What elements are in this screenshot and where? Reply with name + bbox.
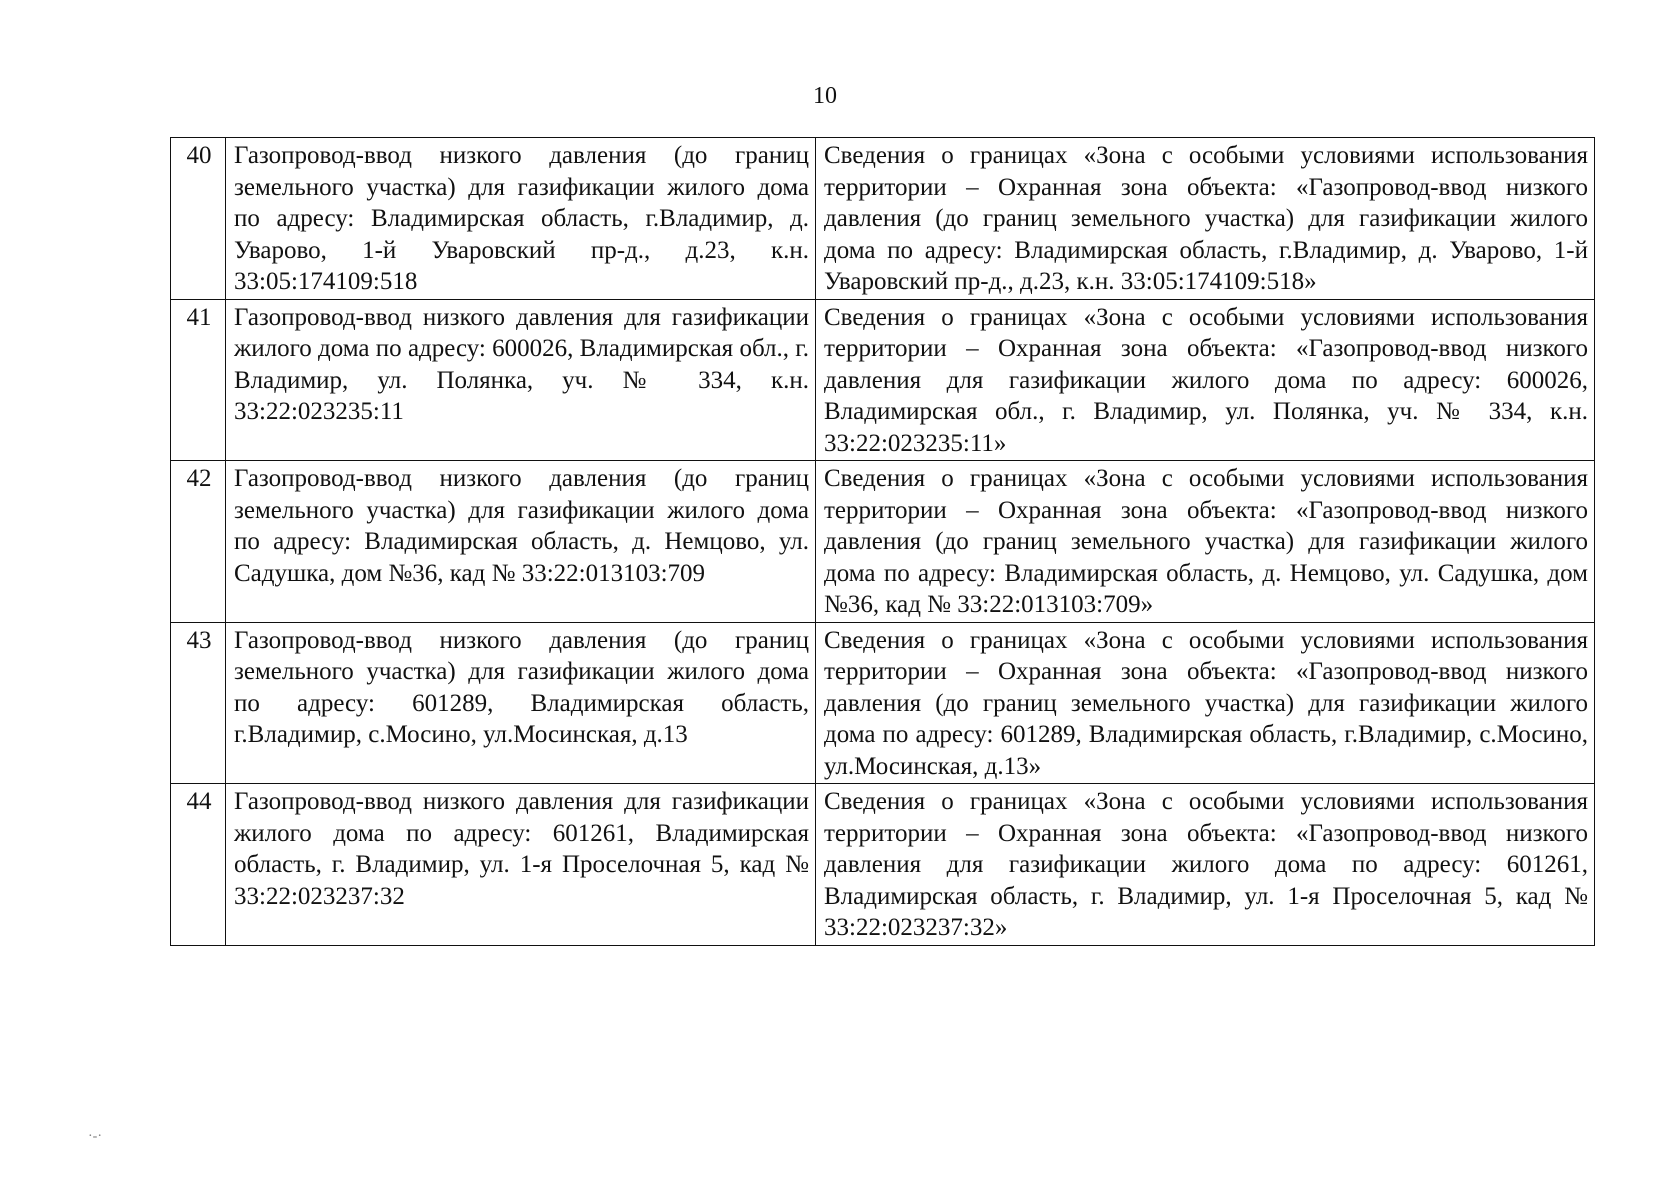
object-name-cell: Газопровод-ввод низкого давления (до границ земельного участка) для газификации жилого дома по адресу: 601289, Владимирская область, г.Владимир, с.Мосино, ул.Мосинская, д.13 [226,622,816,784]
boundary-info-cell: Сведения о границах «Зона с особыми условиями использования территории – Охранная зона объекта: «Газопровод-ввод низкого давления (до границ земельного участка) для газификации жилого дома по адресу: Владимирская область, д. Немцово, ул. Садушка, дом №36, кад № 33:22:013103:709» [816,461,1595,623]
boundary-info-cell: Сведения о границах «Зона с особыми условиями использования территории – Охранная зона объекта: «Газопровод-ввод низкого давления (до границ земельного участка) для газификации жилого дома по адресу: Владимирская область, г.Владимир, д. Уварово, 1-й Уваровский пр-д., д.23, к.н. 33:05:174109:518» [816,138,1595,300]
page-number: 10 [813,83,837,109]
row-number: 44 [171,784,226,946]
zones-table [170,137,1595,946]
boundary-info-cell: Сведения о границах «Зона с особыми условиями использования территории – Охранная зона объекта: «Газопровод-ввод низкого давления (до границ земельного участка) для газификации жилого дома по адресу: 601289, Владимирская область, г.Владимир, с.Мосино, ул.Мосинская, д.13» [816,622,1595,784]
row-number: 41 [171,299,226,461]
object-name-cell: Газопровод-ввод низкого давления для газификации жилого дома по адресу: 601261, Владимирская область, г. Владимир, ул. 1-я Проселочная 5, кад № 33:22:023237:32 [226,784,816,946]
table-row [171,461,1595,623]
row-number: 42 [171,461,226,623]
object-name-cell: Газопровод-ввод низкого давления для газификации жилого дома по адресу: 600026, Владимирская обл., г. Владимир, ул. Полянка, уч. № 334, к.н. 33:22:023235:11 [226,299,816,461]
table-row [171,784,1595,946]
row-number: 40 [171,138,226,300]
object-name-cell: Газопровод-ввод низкого давления (до границ земельного участка) для газификации жилого дома по адресу: Владимирская область, д. Немцово, ул. Садушка, дом №36, кад № 33:22:013103:709 [226,461,816,623]
object-name-cell: Газопровод-ввод низкого давления (до границ земельного участка) для газификации жилого дома по адресу: Владимирская область, г.Владимир, д. Уварово, 1-й Уваровский пр-д., д.23, к.н. 33:05:174109:518 [226,138,816,300]
boundary-info-cell: Сведения о границах «Зона с особыми условиями использования территории – Охранная зона объекта: «Газопровод-ввод низкого давления для газификации жилого дома по адресу: 600026, Владимирская обл., г. Владимир, ул. Полянка, уч. № 334, к.н. 33:22:023235:11» [816,299,1595,461]
boundary-info-cell: Сведения о границах «Зона с особыми условиями использования территории – Охранная зона объекта: «Газопровод-ввод низкого давления для газификации жилого дома по адресу: 601261, Владимирская область, г. Владимир, ул. 1-я Проселочная 5, кад № 33:22:023237:32» [816,784,1595,946]
row-number: 43 [171,622,226,784]
table-row [171,299,1595,461]
table-row [171,622,1595,784]
scan-artifact: ·-· [88,1129,102,1144]
table-row [171,138,1595,300]
